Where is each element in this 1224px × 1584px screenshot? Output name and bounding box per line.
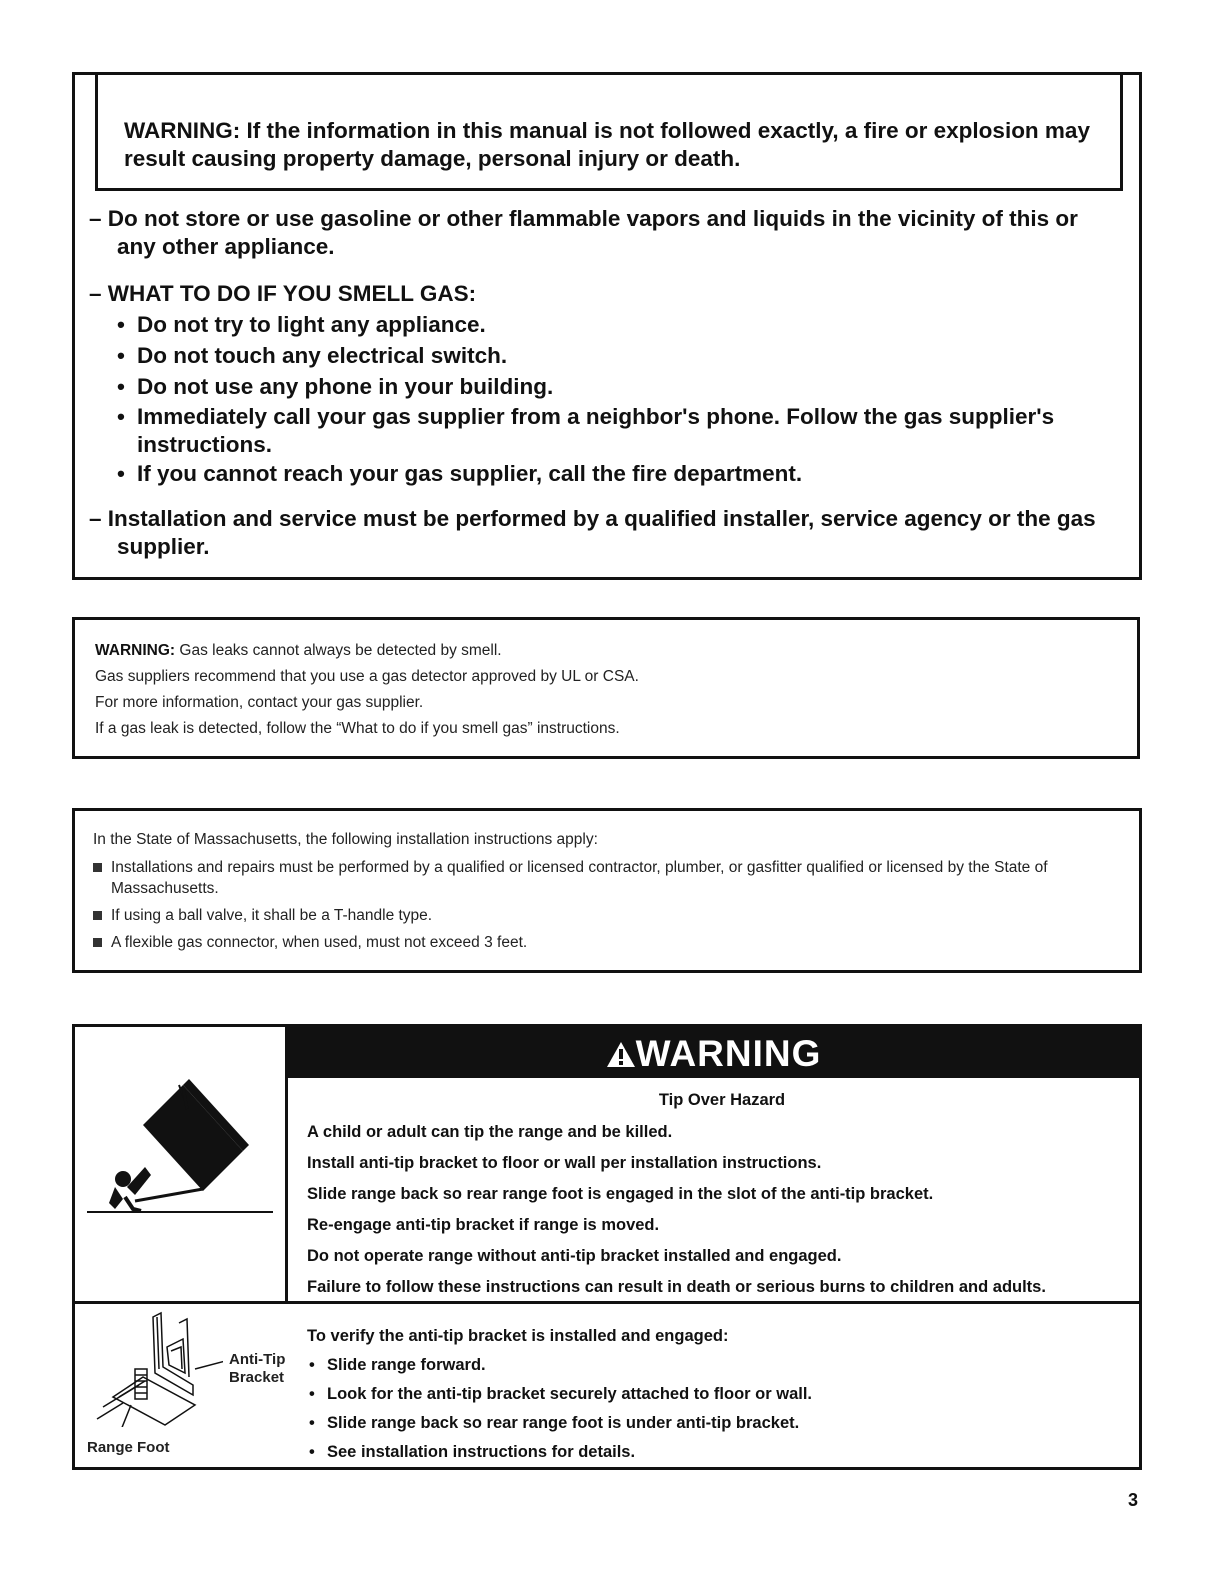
range-foot-label: Range Foot bbox=[87, 1439, 170, 1456]
massachusetts-item: Installations and repairs must be performed by a qualified or licensed contractor, plumber, or gasfitter qualified or licensed by the State of Massachusetts. bbox=[93, 857, 1121, 899]
verify-item: • Slide range back so rear range foot is under anti-tip bracket. bbox=[309, 1414, 800, 1432]
smell-gas-bullet: • If you cannot reach your gas supplier, call the fire department. bbox=[117, 461, 803, 486]
anti-tip-bracket-icon bbox=[83, 1307, 223, 1427]
section-divider bbox=[75, 1301, 1139, 1304]
tip-over-illustration-cell bbox=[75, 1027, 288, 1302]
tip-over-hazard-icon bbox=[75, 1027, 285, 1299]
leak-detected-line: If a gas leak is detected, follow the “What to do if you smell gas” instructions. bbox=[95, 720, 620, 737]
fire-explosion-warning: WARNING: If the information in this manual is not followed exactly, a fire or explosion may result causing property damage, personal injury or death. bbox=[95, 75, 1123, 191]
tip-over-text bbox=[307, 1089, 1137, 1303]
warning-line: A child or adult can tip the range and be killed. bbox=[307, 1123, 673, 1141]
qualified-installer-item: – Installation and service must be performed by a qualified installer, service agency or the gas supplier. bbox=[89, 506, 1096, 559]
smell-gas-bullet: • Do not touch any electrical switch. bbox=[117, 343, 508, 368]
hazard-title: Tip Over Hazard bbox=[658, 1091, 786, 1109]
smell-gas-heading: – WHAT TO DO IF YOU SMELL GAS: bbox=[89, 281, 477, 306]
smell-gas-bullet: • Immediately call your gas supplier from a neighbor's phone. Follow the gas supplier's instructions. bbox=[117, 404, 1055, 457]
alert-triangle-icon bbox=[606, 1040, 636, 1068]
anti-tip-bracket-label: Anti-Tip Bracket bbox=[229, 1351, 286, 1386]
smell-gas-bullet: • Do not try to light any appliance. bbox=[117, 312, 486, 337]
gas-leak-line: WARNING: Gas leaks cannot always be detected by smell. bbox=[95, 642, 502, 659]
warning-line: Re-engage anti-tip bracket if range is moved. bbox=[307, 1216, 660, 1234]
gas-detector-line: Gas suppliers recommend that you use a gas detector approved by UL or CSA. bbox=[95, 668, 639, 685]
verify-item: • Slide range forward. bbox=[309, 1356, 486, 1374]
gas-leak-box bbox=[72, 617, 1140, 759]
warning-line: Do not operate range without anti-tip bracket installed and engaged. bbox=[307, 1247, 842, 1265]
warning-line: Failure to follow these instructions can result in death or serious burns to children and adults. bbox=[307, 1278, 1046, 1296]
massachusetts-item: If using a ball valve, it shall be a T-handle type. bbox=[93, 905, 1121, 926]
square-bullet-icon bbox=[93, 938, 102, 947]
smell-gas-bullet: • Do not use any phone in your building. bbox=[117, 374, 554, 399]
massachusetts-item: A flexible gas connector, when used, must not exceed 3 feet. bbox=[93, 932, 1121, 953]
flammable-vapors-item: – Do not store or use gasoline or other flammable vapors and liquids in the vicinity of this or any other appliance. bbox=[89, 206, 1078, 259]
square-bullet-icon bbox=[93, 911, 102, 920]
contact-supplier-line: For more information, contact your gas supplier. bbox=[95, 694, 424, 711]
massachusetts-intro: In the State of Massachusetts, the following installation instructions apply: bbox=[93, 831, 598, 848]
massachusetts-box bbox=[72, 808, 1142, 973]
verify-item: • See installation instructions for details. bbox=[309, 1443, 636, 1461]
warning-banner: WARNING bbox=[288, 1027, 1139, 1078]
warning-line: Slide range back so rear range foot is engaged in the slot of the anti-tip bracket. bbox=[307, 1185, 934, 1203]
anti-tip-bracket-illustration bbox=[83, 1307, 223, 1432]
gas-safety-box bbox=[72, 72, 1142, 580]
verify-item: • Look for the anti-tip bracket securely attached to floor or wall. bbox=[309, 1385, 813, 1403]
tip-over-warning-box bbox=[72, 1024, 1142, 1470]
page-number: 3 bbox=[1128, 1490, 1139, 1510]
warning-line: Install anti-tip bracket to floor or wall per installation instructions. bbox=[307, 1154, 822, 1172]
square-bullet-icon bbox=[93, 863, 102, 872]
verify-title: To verify the anti-tip bracket is installed and engaged: bbox=[307, 1327, 729, 1345]
verify-instructions bbox=[307, 1322, 1107, 1467]
